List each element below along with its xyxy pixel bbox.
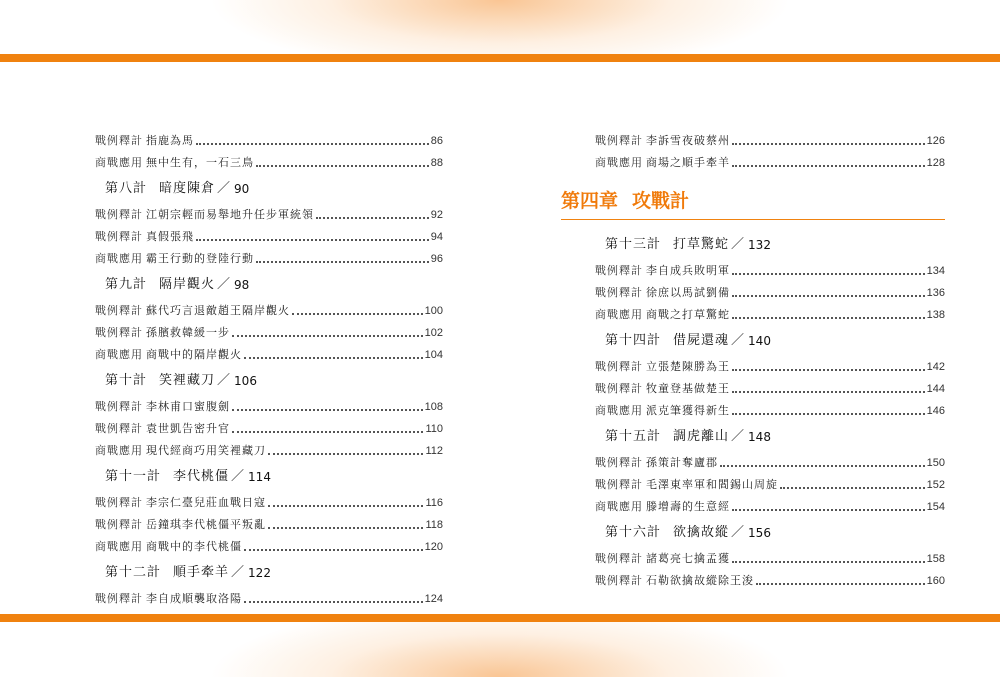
entry-title: 李林甫口蜜腹劍 (146, 400, 230, 413)
strategy-page-number: 114 (248, 470, 271, 484)
entry-page-number: 142 (926, 361, 945, 373)
toc-entry[interactable] (595, 300, 945, 322)
strategy-number: 第十一計 (105, 469, 162, 484)
strategy-heading[interactable] (595, 514, 945, 544)
entry-page-number: 152 (926, 479, 945, 491)
entry-page-number: 144 (926, 383, 945, 395)
entry-category: 戰例釋計 (95, 400, 143, 413)
toc-right-column (561, 126, 945, 588)
entry-title: 真假張飛 (146, 230, 194, 243)
entry-category: 戰例釋計 (95, 304, 143, 317)
entry-title: 指鹿為馬 (146, 134, 194, 147)
leader-dots (720, 465, 925, 467)
toc-entry[interactable] (95, 126, 443, 148)
entry-category: 戰例釋計 (595, 286, 643, 299)
bottom-orange-band (0, 614, 1000, 622)
toc-entry[interactable] (95, 340, 443, 362)
entry-page-number: 158 (926, 553, 945, 565)
entry-page-number: 160 (926, 575, 945, 587)
entry-page-number: 86 (430, 135, 443, 147)
entry-category: 商戰應用 (95, 540, 143, 553)
entry-title: 李訴雪夜破蔡州 (646, 134, 730, 147)
leader-dots (292, 313, 423, 315)
entry-page-number: 108 (424, 401, 443, 413)
page-separator: ／ (731, 429, 745, 444)
page-separator: ／ (217, 181, 231, 196)
leader-dots (756, 583, 925, 585)
page-separator: ／ (217, 277, 231, 292)
entry-category: 商戰應用 (95, 252, 143, 265)
leader-dots (732, 295, 925, 297)
entry-page-number: 134 (926, 265, 945, 277)
chapter-name: 攻戰計 (632, 190, 690, 212)
toc-left-column (95, 126, 443, 606)
leader-dots (732, 317, 925, 319)
leader-dots (268, 505, 423, 507)
entry-title: 牧童登基做楚王 (646, 382, 730, 395)
strategy-heading[interactable] (95, 458, 443, 488)
leader-dots (232, 431, 423, 433)
toc-entry[interactable] (595, 278, 945, 300)
entry-category: 戰例釋計 (95, 208, 143, 221)
leader-dots (196, 143, 429, 145)
toc-entry[interactable] (595, 492, 945, 514)
entry-page-number: 88 (430, 157, 443, 169)
toc-entry[interactable] (595, 148, 945, 170)
entry-page-number: 100 (424, 305, 443, 317)
entry-title: 派克筆獲得新生 (646, 404, 730, 417)
strategy-name: 暗度陳倉 (159, 181, 216, 196)
entry-category: 戰例釋計 (95, 496, 143, 509)
leader-dots (268, 527, 423, 529)
entry-title: 李自成順襲取洛陽 (146, 592, 242, 605)
strategy-page-number: 148 (748, 430, 771, 444)
leader-dots (268, 453, 423, 455)
toc-entry[interactable] (95, 436, 443, 458)
leader-dots (732, 561, 925, 563)
toc-entry[interactable] (95, 488, 443, 510)
entry-category: 商戰應用 (595, 404, 643, 417)
leader-dots (232, 335, 423, 337)
entry-title: 孫臏救韓緩一步 (146, 326, 230, 339)
entry-title: 蘇代巧言退敵趙王隔岸觀火 (146, 304, 290, 317)
strategy-name: 借屍還魂 (673, 333, 730, 348)
leader-dots (244, 601, 423, 603)
entry-title: 商戰中的李代桃僵 (146, 540, 242, 553)
toc-entry[interactable] (595, 544, 945, 566)
top-orange-band (0, 54, 1000, 62)
strategy-heading[interactable] (595, 226, 945, 256)
entry-category: 戰例釋計 (595, 264, 643, 277)
strategy-number: 第十三計 (605, 237, 662, 252)
bottom-glow (0, 615, 1000, 677)
leader-dots (732, 509, 925, 511)
entry-category: 戰例釋計 (595, 574, 643, 587)
entry-title: 李宗仁臺兒莊血戰日寇 (146, 496, 266, 509)
strategy-name: 打草驚蛇 (673, 237, 730, 252)
page-separator: ／ (231, 469, 245, 484)
entry-category: 戰例釋計 (95, 422, 143, 435)
chapter-number: 第四章 (561, 190, 619, 212)
leader-dots (256, 261, 429, 263)
entry-page-number: 128 (926, 157, 945, 169)
leader-dots (780, 487, 925, 489)
entry-title: 徐庶以馬試劉備 (646, 286, 730, 299)
entry-title: 立張楚陳勝為王 (646, 360, 730, 373)
entry-title: 商場之順手牽羊 (646, 156, 730, 169)
entry-category: 戰例釋計 (95, 518, 143, 531)
toc-entry[interactable] (595, 566, 945, 588)
leader-dots (316, 217, 429, 219)
toc-entry[interactable] (595, 256, 945, 278)
page-separator: ／ (217, 373, 231, 388)
toc-entry[interactable] (95, 510, 443, 532)
strategy-page-number: 140 (748, 334, 771, 348)
entry-page-number: 110 (425, 423, 443, 435)
toc-entry[interactable] (95, 244, 443, 266)
strategy-name: 調虎離山 (673, 429, 730, 444)
strategy-heading[interactable] (95, 170, 443, 200)
leader-dots (196, 239, 429, 241)
strategy-number: 第十計 (105, 373, 148, 388)
leader-dots (732, 413, 925, 415)
entry-category: 戰例釋計 (595, 478, 643, 491)
entry-category: 商戰應用 (95, 348, 143, 361)
strategy-heading[interactable] (95, 362, 443, 392)
entry-page-number: 112 (425, 445, 443, 457)
entry-page-number: 104 (424, 349, 443, 361)
entry-page-number: 120 (424, 541, 443, 553)
entry-title: 石勒欲擒故縱除王浚 (646, 574, 754, 587)
entry-category: 戰例釋計 (95, 134, 143, 147)
toc-entry[interactable] (95, 200, 443, 222)
leader-dots (732, 143, 925, 145)
toc-entry[interactable] (595, 396, 945, 418)
strategy-number: 第十六計 (605, 525, 662, 540)
toc-entry[interactable] (595, 374, 945, 396)
entry-title: 孫策計奪廬郡 (646, 456, 718, 469)
entry-page-number: 118 (425, 519, 443, 531)
strategy-page-number: 106 (234, 374, 257, 388)
entry-title: 無中生有，一石三鳥 (146, 156, 254, 169)
leader-dots (732, 273, 925, 275)
toc-entry[interactable] (95, 584, 443, 606)
entry-title: 滕增壽的生意經 (646, 500, 730, 513)
strategy-number: 第十二計 (105, 565, 162, 580)
strategy-number: 第八計 (105, 181, 148, 196)
entry-category: 戰例釋計 (95, 326, 143, 339)
entry-page-number: 146 (926, 405, 945, 417)
entry-page-number: 116 (425, 497, 443, 509)
toc-entry[interactable] (95, 222, 443, 244)
page-separator: ／ (231, 565, 245, 580)
entry-title: 霸王行動的登陸行動 (146, 252, 254, 265)
entry-category: 商戰應用 (95, 156, 143, 169)
leader-dots (244, 549, 423, 551)
strategy-heading[interactable] (595, 418, 945, 448)
leader-dots (232, 409, 423, 411)
entry-category: 戰例釋計 (595, 382, 643, 395)
toc-entry[interactable] (95, 414, 443, 436)
strategy-heading[interactable] (595, 322, 945, 352)
leader-dots (732, 391, 925, 393)
strategy-name: 順手牽羊 (173, 565, 230, 580)
strategy-name: 笑裡藏刀 (159, 373, 216, 388)
entry-category: 商戰應用 (95, 444, 143, 457)
toc-entry[interactable] (95, 148, 443, 170)
entry-category: 商戰應用 (595, 308, 643, 321)
entry-category: 戰例釋計 (95, 230, 143, 243)
entry-category: 戰例釋計 (595, 456, 643, 469)
entry-page-number: 136 (926, 287, 945, 299)
toc-entry[interactable] (95, 532, 443, 554)
toc-entry[interactable] (95, 318, 443, 340)
strategy-page-number: 132 (748, 238, 771, 252)
entry-page-number: 138 (926, 309, 945, 321)
entry-page-number: 94 (430, 231, 443, 243)
leader-dots (244, 357, 423, 359)
leader-dots (256, 165, 429, 167)
strategy-page-number: 122 (248, 566, 271, 580)
entry-title: 李自成兵敗明軍 (646, 264, 730, 277)
strategy-name: 李代桃僵 (173, 469, 230, 484)
entry-title: 岳鐘琪李代桃僵平叛亂 (146, 518, 266, 531)
entry-title: 江朝宗輕而易舉地升任步軍統領 (146, 208, 314, 221)
toc-entry[interactable] (595, 470, 945, 492)
entry-title: 商戰中的隔岸觀火 (146, 348, 242, 361)
strategy-name: 隔岸觀火 (159, 277, 216, 292)
entry-page-number: 154 (926, 501, 945, 513)
page-separator: ／ (731, 333, 745, 348)
strategy-number: 第九計 (105, 277, 148, 292)
toc-entry[interactable] (595, 448, 945, 470)
toc-entry[interactable] (595, 352, 945, 374)
entry-page-number: 92 (430, 209, 443, 221)
entry-category: 戰例釋計 (595, 134, 643, 147)
strategy-page-number: 90 (234, 182, 250, 196)
strategy-heading[interactable] (95, 554, 443, 584)
strategy-heading[interactable] (95, 266, 443, 296)
entry-page-number: 150 (926, 457, 945, 469)
entry-title: 袁世凱告密升官 (146, 422, 230, 435)
page-separator: ／ (731, 525, 745, 540)
entry-category: 戰例釋計 (595, 360, 643, 373)
entry-page-number: 124 (424, 593, 443, 605)
page-separator: ／ (731, 237, 745, 252)
entry-category: 戰例釋計 (595, 552, 643, 565)
entry-title: 商戰之打草驚蛇 (646, 308, 730, 321)
entry-title: 現代經商巧用笑裡藏刀 (146, 444, 266, 457)
leader-dots (732, 369, 925, 371)
chapter-heading (561, 170, 945, 220)
entry-title: 諸葛亮七擒孟獲 (646, 552, 730, 565)
toc-entry[interactable] (95, 392, 443, 414)
top-glow (0, 0, 1000, 62)
entry-category: 商戰應用 (595, 500, 643, 513)
entry-category: 商戰應用 (595, 156, 643, 169)
entry-page-number: 126 (926, 135, 945, 147)
strategy-page-number: 156 (748, 526, 771, 540)
entry-category: 戰例釋計 (95, 592, 143, 605)
entry-page-number: 96 (430, 253, 443, 265)
leader-dots (732, 165, 925, 167)
strategy-name: 欲擒故縱 (673, 525, 730, 540)
entry-page-number: 102 (424, 327, 443, 339)
entry-title: 毛澤東率軍和閻錫山周旋 (646, 478, 778, 491)
strategy-number: 第十四計 (605, 333, 662, 348)
strategy-page-number: 98 (234, 278, 250, 292)
strategy-number: 第十五計 (605, 429, 662, 444)
toc-entry[interactable] (95, 296, 443, 318)
toc-entry[interactable] (595, 126, 945, 148)
